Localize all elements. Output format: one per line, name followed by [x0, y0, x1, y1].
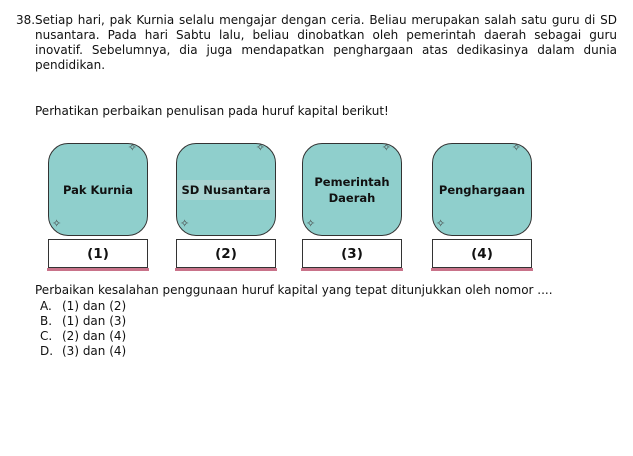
card-2: [176, 143, 276, 236]
instruction-text: Perhatikan perbaikan penulisan pada huruf kapital berikut!: [35, 104, 389, 118]
card-3-text: [314, 174, 389, 206]
card-4: [432, 143, 532, 236]
card-3-line-2: Daerah: [328, 190, 376, 205]
card-2-number: (2): [176, 239, 276, 268]
sparkle-icon: ✧: [180, 217, 190, 230]
sparkle-icon: ✧: [127, 141, 137, 154]
question-paragraph: Setiap hari, pak Kurnia selalu mengajar dengan ceria. Beliau merupakan salah satu guru di SD nusantara. Pada hari Sabtu lalu, beliau dinobatkan oleh pemerintah daerah sebagai guru inovatif. Sebelumnya, dia juga mendapatkan penghargaan atas dedikasinya dalam dunia pendidikan.: [35, 13, 617, 72]
option-a[interactable]: A. (1) dan (2): [40, 299, 127, 313]
card-1: [48, 143, 148, 236]
sparkle-icon: ✧: [511, 141, 521, 154]
card-3-number: (3): [302, 239, 402, 268]
option-c[interactable]: C. (2) dan (4): [40, 329, 127, 343]
card-4-number: (4): [432, 239, 532, 268]
answer-options: [40, 299, 126, 359]
card-4-text: Penghargaan: [438, 182, 526, 197]
card-3-line-1: Pemerintah: [314, 174, 390, 189]
card-2-text: SD Nusantara: [177, 180, 274, 200]
sparkle-icon: ✧: [436, 217, 446, 230]
sparkle-icon: ✧: [381, 141, 391, 154]
sparkle-icon: ✧: [306, 217, 316, 230]
question-prompt: Perbaikan kesalahan penggunaan huruf kapital yang tepat ditunjukkan oleh nomor ....: [35, 283, 553, 297]
option-d[interactable]: D. (3) dan (4): [40, 344, 127, 358]
option-b[interactable]: B. (1) dan (3): [40, 314, 127, 328]
sparkle-icon: ✧: [255, 141, 265, 154]
card-1-number: (1): [48, 239, 148, 268]
question-number: 38.: [16, 13, 36, 27]
card-1-text: Pak Kurnia: [63, 182, 133, 197]
sparkle-icon: ✧: [52, 217, 62, 230]
card-3: [302, 143, 402, 236]
